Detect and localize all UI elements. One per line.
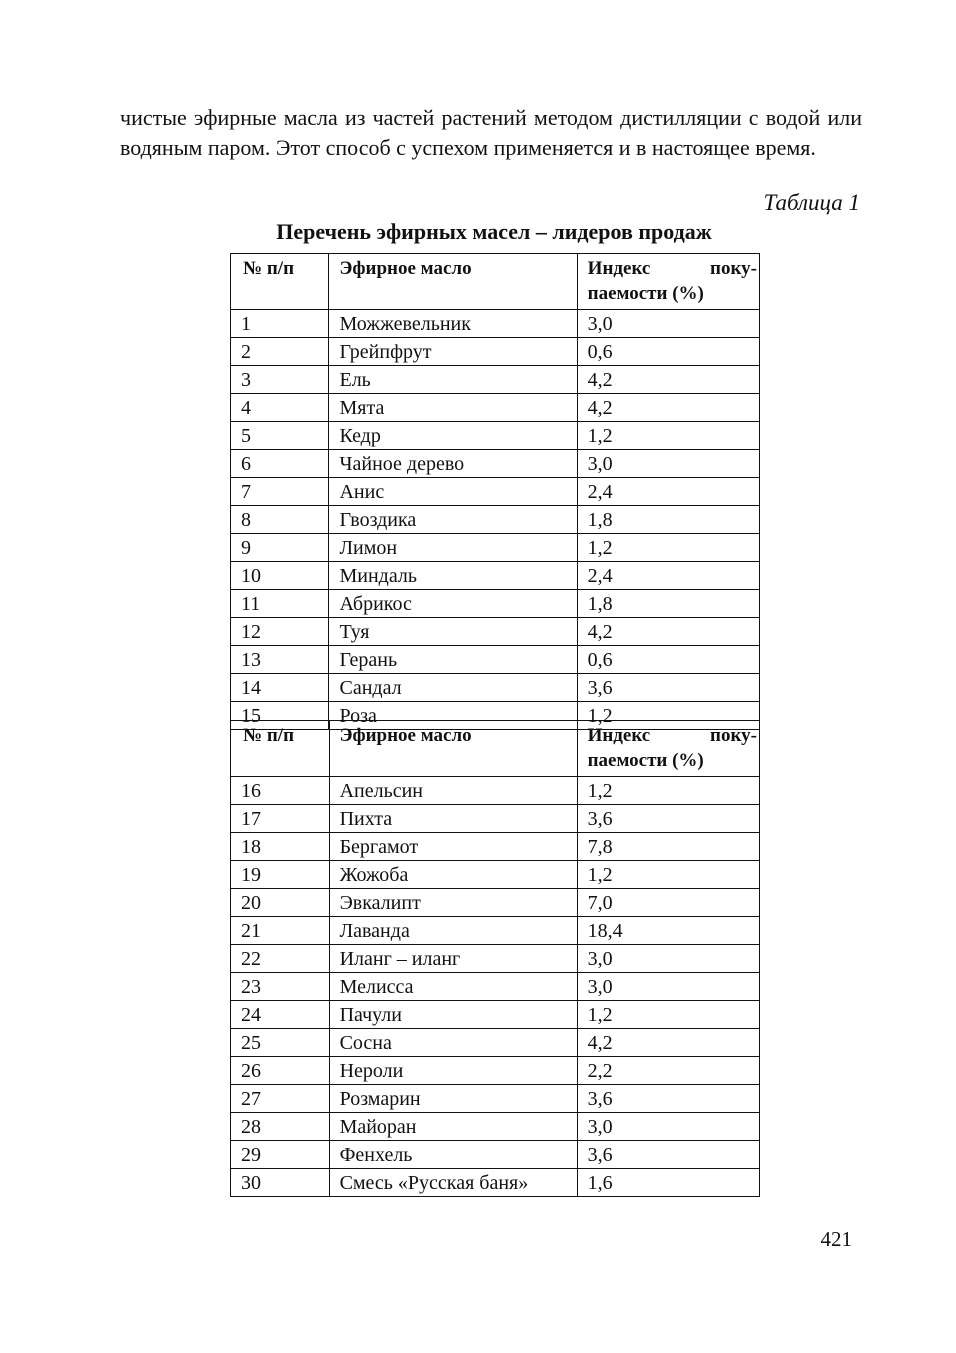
oil-name: Мята <box>329 394 577 422</box>
purchase-index: 2,4 <box>577 478 759 506</box>
table-row <box>231 973 760 1001</box>
table-row <box>231 833 760 861</box>
row-number: 21 <box>231 917 330 945</box>
oil-name: Роза <box>329 702 577 730</box>
header-index-line-2: паемости (%) <box>587 750 704 771</box>
purchase-index: 1,8 <box>577 590 759 618</box>
purchase-index: 7,0 <box>577 889 759 917</box>
row-number: 30 <box>231 1169 330 1197</box>
row-number: 15 <box>231 702 329 730</box>
oil-name: Пихта <box>329 805 577 833</box>
purchase-index: 1,8 <box>577 506 759 534</box>
oil-name: Фенхель <box>329 1141 577 1169</box>
oil-name: Лимон <box>329 534 577 562</box>
row-number: 24 <box>231 1001 330 1029</box>
row-number: 12 <box>231 618 329 646</box>
table-row <box>231 1113 760 1141</box>
row-number: 29 <box>231 1141 330 1169</box>
header-index-line-1: Индекс поку- <box>587 258 757 279</box>
purchase-index: 1,2 <box>577 861 759 889</box>
row-number: 11 <box>231 590 329 618</box>
oil-name: Сосна <box>329 1029 577 1057</box>
header-index <box>577 721 759 777</box>
oils-table-part-1 <box>230 253 760 730</box>
oil-name: Лаванда <box>329 917 577 945</box>
row-number: 5 <box>231 422 329 450</box>
purchase-index: 1,2 <box>577 777 759 805</box>
table-row <box>231 1001 760 1029</box>
table-row <box>231 805 760 833</box>
row-number: 25 <box>231 1029 330 1057</box>
oil-name: Смесь «Русская баня» <box>329 1169 577 1197</box>
purchase-index: 7,8 <box>577 833 759 861</box>
purchase-index: 4,2 <box>577 394 759 422</box>
purchase-index: 3,6 <box>577 1085 759 1113</box>
oil-name: Сандал <box>329 674 577 702</box>
table-row <box>231 366 760 394</box>
oil-name: Абрикос <box>329 590 577 618</box>
table-header-row <box>231 721 760 777</box>
table-row <box>231 394 760 422</box>
header-index-line-2: паемости (%) <box>587 283 704 304</box>
row-number: 3 <box>231 366 329 394</box>
row-number: 20 <box>231 889 330 917</box>
table-row <box>231 590 760 618</box>
row-number: 16 <box>231 777 330 805</box>
purchase-index: 3,0 <box>577 450 759 478</box>
table-row <box>231 506 760 534</box>
oil-name: Грейпфрут <box>329 338 577 366</box>
row-number: 10 <box>231 562 329 590</box>
oil-name: Миндаль <box>329 562 577 590</box>
table-row <box>231 777 760 805</box>
purchase-index: 3,0 <box>577 310 759 338</box>
oil-name: Жожоба <box>329 861 577 889</box>
purchase-index: 18,4 <box>577 917 759 945</box>
purchase-index: 0,6 <box>577 338 759 366</box>
row-number: 8 <box>231 506 329 534</box>
table-row <box>231 1029 760 1057</box>
purchase-index: 1,6 <box>577 1169 759 1197</box>
oil-name: Герань <box>329 646 577 674</box>
row-number: 27 <box>231 1085 330 1113</box>
table-row <box>231 1057 760 1085</box>
row-number: 22 <box>231 945 330 973</box>
oil-name: Чайное дерево <box>329 450 577 478</box>
oil-name: Апельсин <box>329 777 577 805</box>
table-header-row <box>231 254 760 310</box>
row-number: 6 <box>231 450 329 478</box>
table-row <box>231 534 760 562</box>
row-number: 26 <box>231 1057 330 1085</box>
oil-name: Анис <box>329 478 577 506</box>
table-row <box>231 422 760 450</box>
oil-name: Бергамот <box>329 833 577 861</box>
oil-name: Иланг – иланг <box>329 945 577 973</box>
table-row <box>231 674 760 702</box>
oil-name: Гвоздика <box>329 506 577 534</box>
header-index <box>577 254 759 310</box>
table-row <box>231 945 760 973</box>
oil-name: Кедр <box>329 422 577 450</box>
table-title: Перечень эфирных масел – лидеров продаж <box>276 219 712 244</box>
row-number: 2 <box>231 338 329 366</box>
header-oil: Эфирное масло <box>329 254 577 310</box>
intro-paragraph: чистые эфирные масла из частей растений методом дистилляции с водой или водяным паром. Этот способ с успехом применяется и в настоящее время. <box>120 105 862 160</box>
purchase-index: 4,2 <box>577 366 759 394</box>
table-row <box>231 1085 760 1113</box>
table-row <box>231 861 760 889</box>
table-row <box>231 889 760 917</box>
header-num: № п/п <box>231 254 329 310</box>
row-number: 19 <box>231 861 330 889</box>
oil-name: Можжевельник <box>329 310 577 338</box>
purchase-index: 3,0 <box>577 945 759 973</box>
page-number: 421 <box>820 1227 852 1251</box>
purchase-index: 1,2 <box>577 422 759 450</box>
purchase-index: 4,2 <box>577 618 759 646</box>
oil-name: Розмарин <box>329 1085 577 1113</box>
row-number: 28 <box>231 1113 330 1141</box>
table-row <box>231 1141 760 1169</box>
purchase-index: 3,0 <box>577 1113 759 1141</box>
table-row <box>231 917 760 945</box>
header-index-line-1: Индекс поку- <box>587 725 757 746</box>
table-row <box>231 310 760 338</box>
row-number: 17 <box>231 805 330 833</box>
purchase-index: 2,2 <box>577 1057 759 1085</box>
row-number: 1 <box>231 310 329 338</box>
row-number: 23 <box>231 973 330 1001</box>
oil-name: Пачули <box>329 1001 577 1029</box>
oil-name: Ель <box>329 366 577 394</box>
purchase-index: 1,2 <box>577 534 759 562</box>
row-number: 18 <box>231 833 330 861</box>
row-number: 9 <box>231 534 329 562</box>
purchase-index: 4,2 <box>577 1029 759 1057</box>
table-row <box>231 618 760 646</box>
header-oil: Эфирное масло <box>329 721 577 777</box>
table-row <box>231 1169 760 1197</box>
purchase-index: 0,6 <box>577 646 759 674</box>
purchase-index: 3,0 <box>577 973 759 1001</box>
table-row <box>231 478 760 506</box>
row-number: 13 <box>231 646 329 674</box>
oil-name: Мелисса <box>329 973 577 1001</box>
row-number: 4 <box>231 394 329 422</box>
table-row <box>231 450 760 478</box>
oil-name: Туя <box>329 618 577 646</box>
table-label: Таблица 1 <box>763 190 860 215</box>
row-number: 14 <box>231 674 329 702</box>
purchase-index: 1,2 <box>577 702 759 730</box>
oils-table-part-2 <box>230 720 760 1197</box>
row-number: 7 <box>231 478 329 506</box>
purchase-index: 3,6 <box>577 674 759 702</box>
table-row <box>231 646 760 674</box>
oil-name: Нероли <box>329 1057 577 1085</box>
table-row <box>231 562 760 590</box>
table-row <box>231 338 760 366</box>
oil-name: Майоран <box>329 1113 577 1141</box>
oil-name: Эвкалипт <box>329 889 577 917</box>
purchase-index: 2,4 <box>577 562 759 590</box>
purchase-index: 3,6 <box>577 1141 759 1169</box>
purchase-index: 1,2 <box>577 1001 759 1029</box>
purchase-index: 3,6 <box>577 805 759 833</box>
header-num: № п/п <box>231 721 330 777</box>
